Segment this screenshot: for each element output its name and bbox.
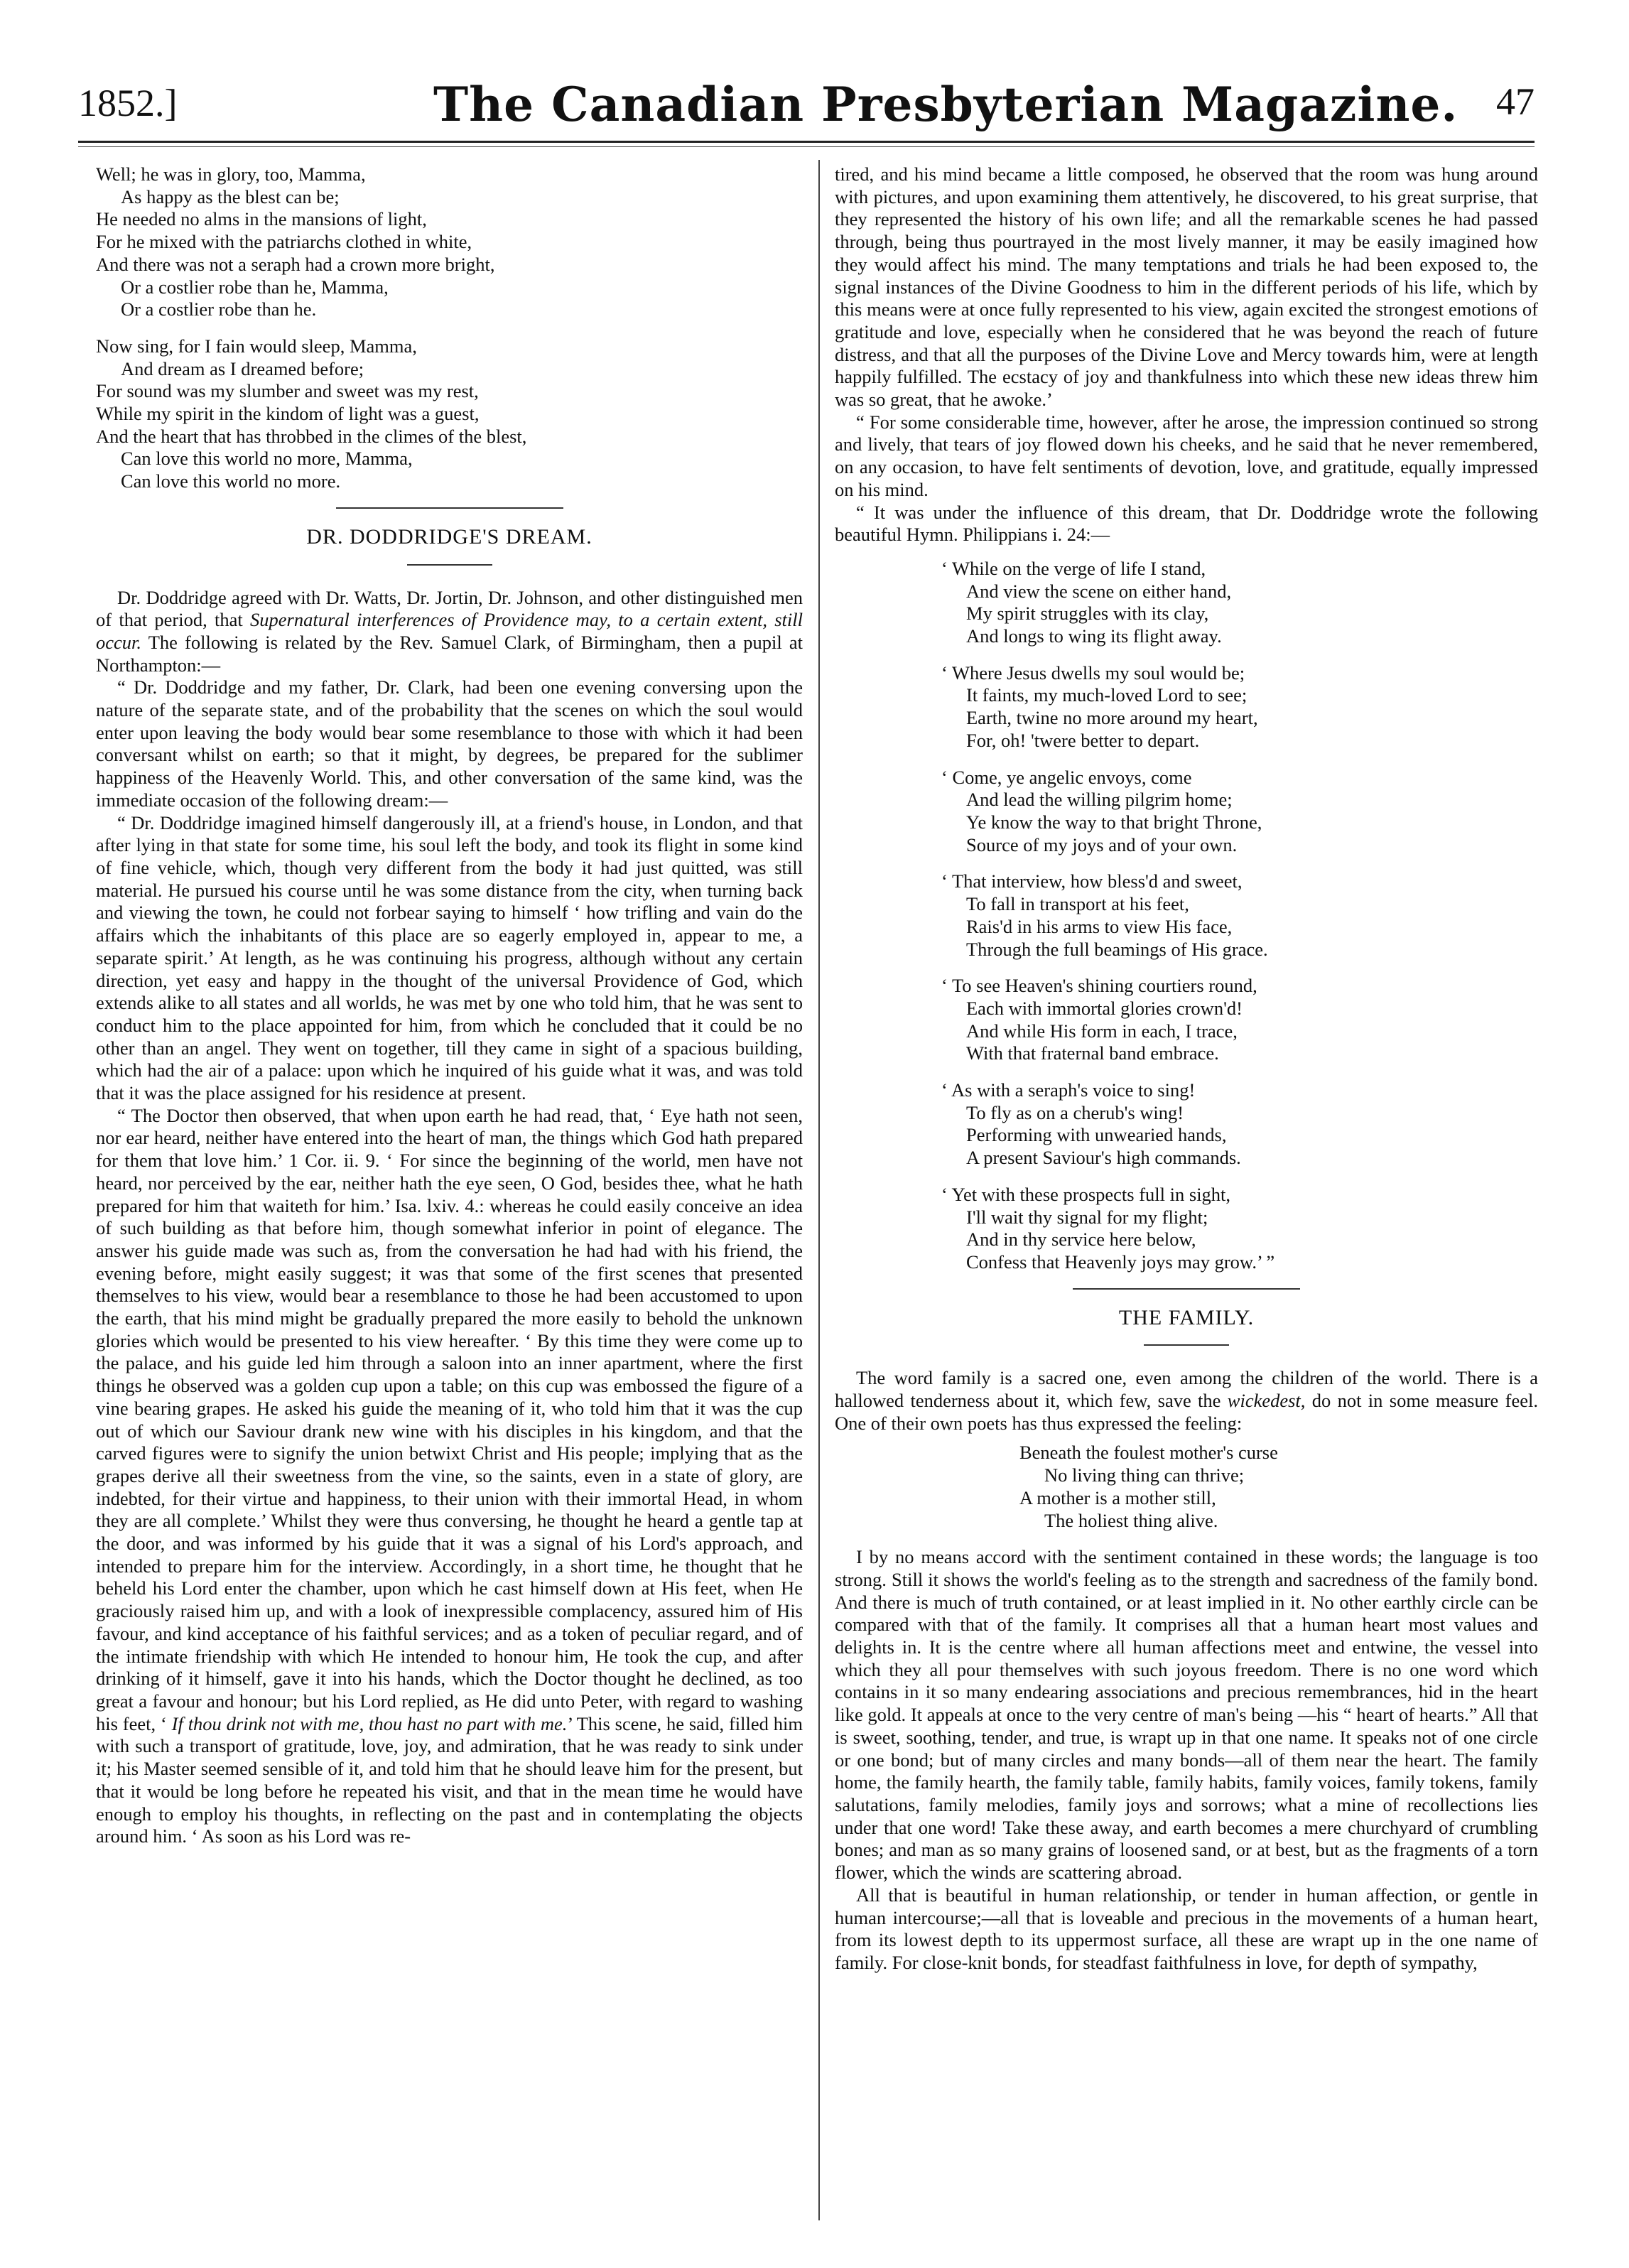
poem-line: Or a costlier robe than he. — [121, 298, 317, 320]
article-heading-doddridge: DR. DODDRIDGE'S DREAM. — [306, 524, 592, 549]
header-rule — [78, 141, 1535, 143]
poem-line: And there was not a seraph had a crown more bright, — [96, 253, 495, 275]
hymn-line: Performing with unwearied hands, — [966, 1124, 1227, 1146]
hymn-line: Source of my joys and of your own. — [966, 833, 1238, 855]
section-divider — [1073, 1288, 1300, 1290]
hymn-line: ‘ Come, ye angelic envoys, come — [941, 766, 1192, 788]
poem-line: As happy as the blest can be; — [121, 185, 340, 207]
section-divider — [336, 507, 563, 509]
poem-line: A mother is a mother still, — [1019, 1486, 1216, 1508]
poem — [96, 163, 803, 493]
hymn-stanza — [941, 767, 1538, 857]
article-paragraph: “ Dr. Doddridge and my father, Dr. Clark, had been one evening conversing upon the nature of the separate state, and of the probability that the scenes on which the soul would enter upon leaving the body would bear some resemblance to those with which it had been conversant whilst on earth; so that it might, by degrees, be prepared for the sublimer happiness of the Heavenly World. This, and other conversation of the same kind, was the immediate occasion of the following dream:— — [96, 676, 803, 811]
article-paragraph: “ The Doctor then observed, that when upon earth he had read, that, ‘ Eye hath not seen, nor ear heard, neither have entered into the heart of man, the things which God hath prepared for them that love him.’ 1 Cor. ii. 9. ‘ For since the beginning of the world, men have not heard, nor perceived by the ear, neither hath the eye seen, O God, besides thee, what he hath prepared for him that waiteth for him.’ Isa. lxiv. 4.: whereas he could easily conceive an idea of such building as that before him, though somewhat inferior in point of elegance. The answer his guide made was such as, from the conversation he had had with his friend, the evening before, might easily suggest; it was that some of the first scenes that presented themselves to his view, would bear a resemblance to those he had been accustomed to upon the earth, that his mind might be gradually prepared the more easily to behold the unknown glories which would be presented to his view hereafter. ‘ By this time they were come up to the palace, and his guide led him through a saloon into an inner apartment, where the first things he observed was a golden cup upon a table; on this cup was embossed the figure of a vine bearing grapes. He asked his guide the meaning of it, who told him that it was the cup out of which our Saviour drank new wine with his disciples in his kingdom, and that the carved figures were to signify the union betwixt Christ and His people; implying that as the grapes derive all their sweetness from the vine, so the saints, even in a state of glory, are indebted, for their virtue and happiness, to their union with their immortal Head, in whom they are all complete.’ Whilst they were thus conversing, he thought he heard a gentle tap at the door, and was informed by his guide that it was a signal of his Lord's approach, and intended to prepare him for the interview. Accordingly, in a short time, he thought that he beheld his Lord enter the chamber, upon which he cast himself down at His feet, when He graciously raised him up, and with a look of inexpressible complacency, assured him of His favour, and kind acceptance of his faithful services; and as a token of peculiar regard, and of the intimate friendship with which He intended to honour him, He took the cup, and after drinking of it himself, gave it into his hands, which the Doctor thought he declined, as too great a favour and honour; but his Lord replied, as He did unto Peter, with regard to washing his feet, ‘ If thou drink not with me, thou hast no part with me.’ This scene, he said, filled him with such a transport of gratitude, love, joy, and admiration, that he was ready to sink under it; his Master seemed sensible of it, and told him that he should leave him for the present, but that it would be long before he repeated his visit, and that in the mean time he would have enough to employ his thoughts, in reflecting on the past and in contemplating the objects around him. ‘ As soon as his Lord was re- — [96, 1104, 803, 1847]
hymn-line: ‘ Where Jesus dwells my soul would be; — [941, 662, 1245, 684]
magazine-title: The Canadian Presbyterian Magazine. — [433, 77, 1458, 132]
hymn-stanza — [941, 1079, 1538, 1170]
family-poem — [1019, 1442, 1538, 1532]
hymn-stanza — [941, 1184, 1538, 1274]
hymn-stanza — [941, 870, 1538, 961]
article-paragraph: “ For some considerable time, however, after he arose, the impression continued so strong and lively, that tears of joy flowed down his cheeks, and he said that he never remembered, on any occasion, to have felt sentiments of devotion, love, and gratitude, equally impressed on his mind. — [835, 411, 1538, 500]
hymn-line: And while His form in each, I trace, — [966, 1020, 1238, 1042]
heading-rule — [1144, 1344, 1229, 1346]
heading-rule — [407, 564, 492, 566]
hymn-line: And longs to wing its flight away. — [966, 625, 1222, 647]
right-column — [835, 163, 1538, 1975]
hymn-line: Each with immortal glories crown'd! — [966, 997, 1243, 1019]
hymn-line: ‘ Yet with these prospects full in sight, — [941, 1183, 1231, 1205]
hymn-line: Through the full beamings of His grace. — [966, 938, 1268, 960]
article-paragraph: “ Dr. Doddridge imagined himself dangerously ill, at a friend's house, in London, and that after lying in that state for some time, his soul left the body, and took its flight in some kind of fine vehicle, which, though very different from the body it had just quitted, was still material. He pursued his course until he was some distance from the city, when turning back and viewing the town, he could not forbear saying to himself ‘ how trifling and vain do the affairs which the inhabitants of this place are so eagerly employed in, appear to me, a separate spirit.’ At length, as he was continuing his progress, although without any certain direction, yet easy and happy in the thought of the universal Providence of God, which extends alike to all states and all worlds, he was met by one who told him, that he was sent to conduct him to the place appointed for him, from which he concluded that it could be no other than an angel. They went on together, till they came in sight of a spacious building, which had the air of a palace: upon which he inquired of his guide what it was, and was told that it was the place assigned for his residence at present. — [96, 811, 803, 1104]
hymn-line: I'll wait thy signal for my flight; — [966, 1206, 1208, 1228]
hymn-stanza — [941, 558, 1538, 648]
article-heading-family: THE FAMILY. — [1118, 1305, 1255, 1329]
hymn-line: And lead the willing pilgrim home; — [966, 789, 1233, 811]
poem-line: No living thing can thrive; — [1044, 1464, 1245, 1486]
page-number: 47 — [1496, 80, 1535, 123]
poem-stanza-2 — [96, 335, 803, 493]
poem-line: Beneath the foulest mother's curse — [1019, 1442, 1278, 1464]
poem-stanza-1 — [96, 163, 803, 321]
article-paragraph: I by no means accord with the sentiment contained in these words; the language is too strong. Still it shows the world's feeling as to the strength and sacredness of the family bond. And there is much of truth contained, or at least implied in it. No other earthly circle can be compared with that of the family. It comprises all that a human heart most values and delights in. It is the centre where all human affections meet and entwine, the vessel into which they all pour themselves with such joyous freedom. There is no one word which contains in it so many endearing associations and precious remembrances, hid in the heart like gold. It appeals at once to the very centre of man's being —his “ heart of hearts.” All that is sweet, soothing, tender, and true, is wrapt up in that one name. It speaks not of one circle or one bond; but of many circles and many bonds—all of them near the heart. The family home, the family hearth, the family table, family habits, family voices, family tokens, family salutations, family melodies, family joys and sorrows; what a mine of recollections lies under that one word! Take these away, and earth becomes a mere churchyard of crumbling bones; and man as so many grains of loosened sand, or at best, but as the fragments of a torn flower, which the winds are scattering abroad. — [835, 1546, 1538, 1884]
poem-line: For he mixed with the patriarchs clothed in white, — [96, 231, 472, 253]
poem-line: And dream as I dreamed before; — [121, 357, 364, 379]
poem-line: He needed no alms in the mansions of light, — [96, 208, 427, 230]
poem-line: Or a costlier robe than he, Mamma, — [121, 276, 389, 298]
left-column — [96, 163, 803, 1848]
column-divider — [818, 160, 820, 2220]
article-paragraph: Dr. Doddridge agreed with Dr. Watts, Dr. Jortin, Dr. Johnson, and other distinguished men of that period, that Supernatural interferences of Providence may, to a certain extent, still occur. The following is related by the Rev. Samuel Clark, of Birmingham, then a pupil at Northampton:— — [96, 586, 803, 676]
poem-line: While my spirit in the kindom of light was a guest, — [96, 403, 480, 425]
hymn-line: And in thy service here below, — [966, 1228, 1196, 1251]
hymn-line: ‘ To see Heaven's shining courtiers round, — [941, 975, 1257, 997]
hymn-line: Rais'd in his arms to view His face, — [966, 915, 1233, 937]
poem-line: Can love this world no more, Mamma, — [121, 448, 413, 470]
poem-line: The holiest thing alive. — [1044, 1509, 1218, 1531]
hymn-line: To fall in transport at his feet, — [966, 893, 1189, 915]
hymn-line: ‘ As with a seraph's voice to sing! — [941, 1079, 1196, 1101]
emphasis-text: wickedest, — [1227, 1390, 1306, 1412]
poem-line: Can love this world no more. — [121, 470, 341, 492]
article-paragraph: All that is beautiful in human relationship, or tender in human affection, or gentle in human intercourse;—all that is loveable and precious in the movements of a human heart, from its lowest depth to its uppermost surface, all these are wrapt up in the one name of family. For close-knit bonds, for steadfast faithfulness in love, for depth of sympathy, — [835, 1884, 1538, 1973]
hymn-stanza — [941, 662, 1538, 752]
hymn-line: ‘ While on the verge of life I stand, — [941, 557, 1206, 579]
hymn-line: A present Saviour's high commands. — [966, 1147, 1241, 1169]
article-paragraph: “ It was under the influence of this dream, that Dr. Doddridge wrote the following beautiful Hymn. Philippians i. 24:— — [835, 501, 1538, 546]
article-paragraph: tired, and his mind became a little composed, he observed that the room was hung around with pictures, and upon examining them attentively, he discovered, to his great surprise, that they represented the history of his own life; and all the remarkable scenes he had passed through, being thus pourtrayed in the most lively manner, it may be easily imagined how they would affect his mind. The many temptations and trials he had been exposed to, the signal instances of the Divine Goodness to him in the different periods of his life, which by this means were at once fully represented to his view, again excited the strongest emotions of gratitude and love, especially when he considered that he was beyond the reach of future distress, and that all the purposes of the Divine Love and Mercy towards him, were at length happily fulfilled. The ecstacy of joy and thankfulness into which these new ideas threw him was so great, that he awoke.’ — [835, 163, 1538, 411]
hymn-stanza — [941, 975, 1538, 1065]
header-year: 1852.] — [78, 82, 178, 124]
emphasis-text: Supernatural interferences of Providence may, to a certain extent, still occur. — [96, 609, 803, 653]
poem-line: And the heart that has throbbed in the climes of the blest, — [96, 425, 527, 447]
hymn-line: With that fraternal band embrace. — [966, 1042, 1219, 1064]
poem-line: Well; he was in glory, too, Mamma, — [96, 163, 366, 185]
article-paragraph: The word family is a sacred one, even among the children of the world. There is a hallowed tenderness about it, which few, save the wickedest, do not in some measure feel. One of their own poets has thus expressed the feeling: — [835, 1367, 1538, 1434]
header-rule-thin — [78, 146, 1535, 147]
hymn-line: Ye know the way to that bright Throne, — [966, 811, 1262, 833]
hymn — [941, 558, 1538, 1274]
poem-line: For sound was my slumber and sweet was my rest, — [96, 380, 479, 402]
page-header — [78, 77, 1535, 141]
hymn-line: My spirit struggles with its clay, — [966, 603, 1209, 625]
hymn-line: Confess that Heavenly joys may grow.’ ” — [966, 1251, 1275, 1273]
hymn-line: Earth, twine no more around my heart, — [966, 707, 1258, 729]
poem-line: Now sing, for I fain would sleep, Mamma, — [96, 335, 417, 357]
hymn-line: It faints, my much-loved Lord to see; — [966, 684, 1248, 706]
hymn-line: ‘ That interview, how bless'd and sweet, — [941, 870, 1243, 892]
hymn-line: To fly as on a cherub's wing! — [966, 1101, 1184, 1123]
hymn-line: And view the scene on either hand, — [966, 580, 1232, 602]
emphasis-text: If thou drink not with me, thou hast no part with me. — [171, 1712, 568, 1734]
hymn-line: For, oh! 'twere better to depart. — [966, 729, 1200, 751]
